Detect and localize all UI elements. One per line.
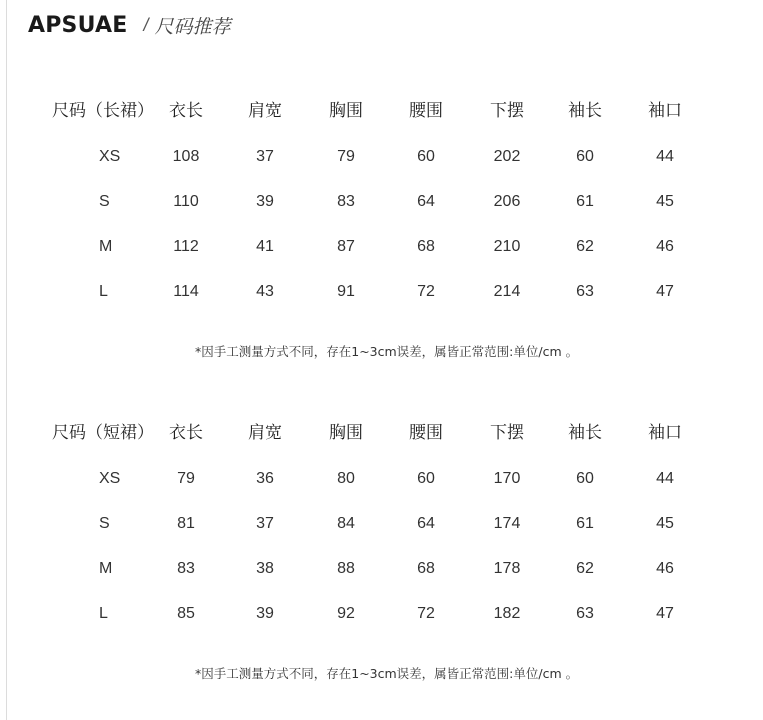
table-cell: 87 xyxy=(337,238,355,255)
table-cell: 47 xyxy=(656,283,674,300)
table-cell: 44 xyxy=(656,470,674,487)
table-row xyxy=(0,466,763,492)
waist-header: 腰围 xyxy=(409,423,443,443)
table-cell: 83 xyxy=(337,193,355,210)
table-row xyxy=(0,144,763,170)
sleeve-length-header: 袖长 xyxy=(568,101,602,121)
length-header: 衣长 xyxy=(169,101,203,121)
size-label: L xyxy=(99,283,108,300)
hem-header: 下摆 xyxy=(490,423,524,443)
table-cell: 38 xyxy=(256,560,274,577)
brand-logo: APSUAE xyxy=(28,12,128,38)
table-header-row xyxy=(0,98,763,124)
table-cell: 202 xyxy=(493,148,521,165)
table-cell: 72 xyxy=(417,283,435,300)
table-cell: 85 xyxy=(177,605,195,622)
table-cell: 170 xyxy=(493,470,521,487)
table-cell: 47 xyxy=(656,605,674,622)
table-cell: 210 xyxy=(493,238,521,255)
table-cell: 37 xyxy=(256,148,274,165)
bust-header: 胸围 xyxy=(329,101,363,121)
table-cell: 62 xyxy=(576,238,594,255)
table-cell: 84 xyxy=(337,515,355,532)
table-cell: 81 xyxy=(177,515,195,532)
size-label: M xyxy=(99,238,113,255)
table-cell: 214 xyxy=(493,283,521,300)
size-column-header: 尺码（短裙） xyxy=(52,423,154,443)
table-cell: 114 xyxy=(173,283,199,300)
table-cell: 62 xyxy=(576,560,594,577)
shoulder-header: 肩宽 xyxy=(248,101,282,121)
size-label: XS xyxy=(99,470,121,487)
table-cell: 44 xyxy=(656,148,674,165)
size-label: S xyxy=(99,515,110,532)
table-cell: 112 xyxy=(173,238,199,255)
table-cell: 39 xyxy=(256,605,274,622)
cuff-header: 袖口 xyxy=(648,423,682,443)
sleeve-length-header: 袖长 xyxy=(568,423,602,443)
table-cell: 178 xyxy=(493,560,521,577)
table-cell: 80 xyxy=(337,470,355,487)
shoulder-header: 肩宽 xyxy=(248,423,282,443)
size-label: M xyxy=(99,560,113,577)
table-row xyxy=(0,601,763,627)
size-label: S xyxy=(99,193,110,210)
table-cell: 46 xyxy=(656,560,674,577)
table-cell: 110 xyxy=(173,193,199,210)
table-cell: 83 xyxy=(177,560,195,577)
length-header: 衣长 xyxy=(169,423,203,443)
table-cell: 41 xyxy=(256,238,274,255)
table-cell: 68 xyxy=(417,560,435,577)
cuff-header: 袖口 xyxy=(648,101,682,121)
measurement-note: *因手工测量方式不同，存在1~3cm误差，属皆正常范围:单位/cm 。 xyxy=(195,344,579,359)
table-cell: 108 xyxy=(172,148,200,165)
table-cell: 61 xyxy=(576,193,594,210)
table-cell: 37 xyxy=(256,515,274,532)
measurement-note: *因手工测量方式不同，存在1~3cm误差，属皆正常范围:单位/cm 。 xyxy=(195,666,579,681)
table-cell: 43 xyxy=(256,283,274,300)
table-cell: 60 xyxy=(576,148,594,165)
table-cell: 60 xyxy=(576,470,594,487)
table-cell: 60 xyxy=(417,470,435,487)
table-header-row xyxy=(0,420,763,446)
table-row xyxy=(0,234,763,260)
table-cell: 46 xyxy=(656,238,674,255)
title-divider: / xyxy=(143,14,149,35)
table-cell: 63 xyxy=(576,283,594,300)
table-cell: 36 xyxy=(256,470,274,487)
size-column-header: 尺码（长裙） xyxy=(52,101,154,121)
table-cell: 45 xyxy=(656,193,674,210)
size-label: L xyxy=(99,605,108,622)
table-cell: 79 xyxy=(337,148,355,165)
table-row xyxy=(0,511,763,537)
table-row xyxy=(0,556,763,582)
table-row xyxy=(0,279,763,305)
table-row xyxy=(0,189,763,215)
table-cell: 61 xyxy=(576,515,594,532)
table-cell: 91 xyxy=(337,283,355,300)
table-cell: 60 xyxy=(417,148,435,165)
bust-header: 胸围 xyxy=(329,423,363,443)
table-cell: 45 xyxy=(656,515,674,532)
page-title: 尺码推荐 xyxy=(154,15,231,38)
table-cell: 64 xyxy=(417,193,435,210)
table-cell: 79 xyxy=(177,470,195,487)
table-cell: 63 xyxy=(576,605,594,622)
table-cell: 174 xyxy=(493,515,521,532)
table-cell: 92 xyxy=(337,605,355,622)
table-cell: 88 xyxy=(337,560,355,577)
table-cell: 206 xyxy=(493,193,521,210)
table-cell: 68 xyxy=(417,238,435,255)
table-cell: 72 xyxy=(417,605,435,622)
table-cell: 39 xyxy=(256,193,274,210)
page-header xyxy=(28,10,230,40)
table-cell: 64 xyxy=(417,515,435,532)
waist-header: 腰围 xyxy=(409,101,443,121)
size-label: XS xyxy=(99,148,121,165)
table-cell: 182 xyxy=(493,605,521,622)
hem-header: 下摆 xyxy=(490,101,524,121)
